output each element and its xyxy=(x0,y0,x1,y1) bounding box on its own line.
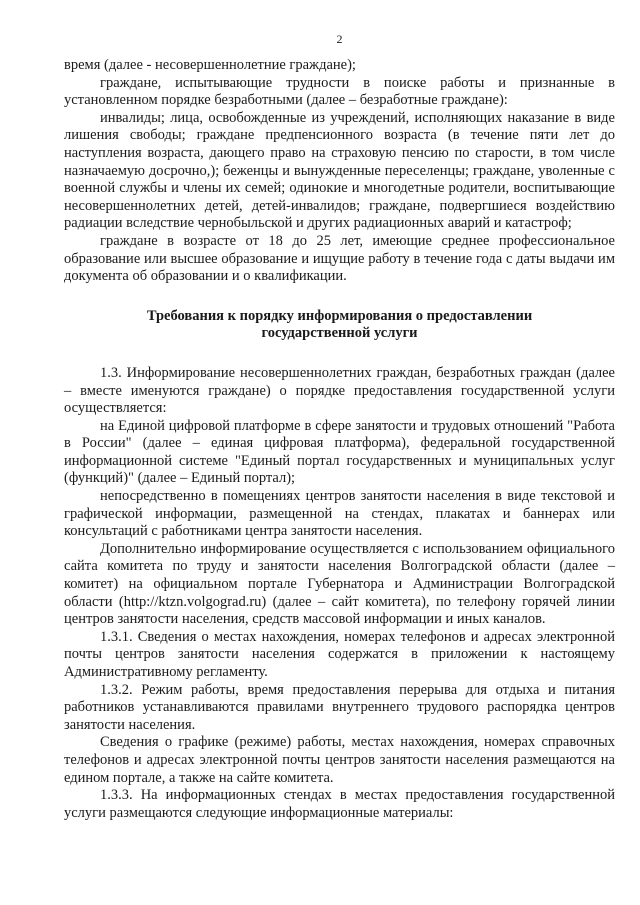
paragraph-minors-definition: время (далее - несовершеннолетние граждане); xyxy=(64,57,356,73)
paragraph-1-3-3: 1.3.3. На информационных стендах в местах предоставления государственной услуги размещаются следующие информационные материалы: xyxy=(64,787,615,821)
paragraph-additional-channels: Дополнительно информирование осуществляется с использованием официального сайта комитета по труду и занятости населения Волгоградской области (далее – комитет) на официальном портале Губернатора и Администрации Волгоградской области (http://ktzn.volgograd.ru) (далее – сайт комитета), по телефону горячей линии центров занятости населения, средств массовой информации и иных каналов. xyxy=(64,540,615,628)
section-heading xyxy=(64,308,615,343)
section-heading-line-2: государственной услуги xyxy=(261,325,418,342)
paragraph-1-3-2: 1.3.2. Режим работы, время предоставления перерыва для отдыха и питания работников устанавливаются правилами внутреннего трудового распорядка центров занятости населения. xyxy=(64,681,615,733)
paragraph-1-3: 1.3. Информирование несовершеннолетних граждан, безработных граждан (далее – вместе именуются граждане) о порядке предоставления государственной услуги осуществляется: xyxy=(64,364,615,417)
paragraph-1-3-1: 1.3.1. Сведения о местах нахождения, номерах телефонов и адресах электронной почты центров занятости населения содержатся в приложении к настоящему Административному регламенту. xyxy=(64,628,615,680)
page-number: 2 xyxy=(336,32,343,46)
paragraph-employment-centers: непосредственно в помещениях центров занятости населения в виде текстовой и графической информации, размещенной на стендах, плакатах и баннерах или консультаций с работниками центра занятости населения. xyxy=(64,488,615,540)
paragraph-young-graduates: граждане в возрасте от 18 до 25 лет, имеющие среднее профессиональное образование или высшее образование и ищущие работу в течение года с даты выдачи им документа об образовании и о квалификации. xyxy=(64,232,615,285)
paragraph-vulnerable-categories: инвалиды; лица, освобожденные из учреждений, исполняющих наказание в виде лишения свободы; граждане предпенсионного возраста (в течение пяти лет до наступления возраста, дающего право на страховую пенсию по старости, в том числе назначаемую досрочно,); беженцы и вынужденные переселенцы; граждане, уволенные с военной службы и члены их семей; одинокие и многодетные родители, воспитывающие несовершеннолетних детей, детей-инвалидов; граждане, подвергшиеся воздействию радиации вследствие чернобыльской и других радиационных аварий и катастроф; xyxy=(64,109,615,232)
paragraph-unemployed-definition: граждане, испытывающие трудности в поиске работы и признанные в установленном порядке безработными (далее – безработные граждане): xyxy=(64,74,615,109)
document-page xyxy=(64,32,615,822)
section-heading-line-1: Требования к порядку информирования о предоставлении xyxy=(146,307,533,324)
paragraph-schedule-info: Сведения о графике (режиме) работы, местах нахождения, номерах справочных телефонов и адресах электронной почты центров занятости населения размещаются на едином портале, а также на сайте комитета. xyxy=(64,734,615,786)
paragraph-digital-platform: на Единой цифровой платформе в сфере занятости и трудовых отношений "Работа в России" (далее – единая цифровая платформа), федеральной государственной информационной системе "Единый портал государственных и муниципальных услуг (функций)" (далее – Единый портал); xyxy=(64,417,615,487)
